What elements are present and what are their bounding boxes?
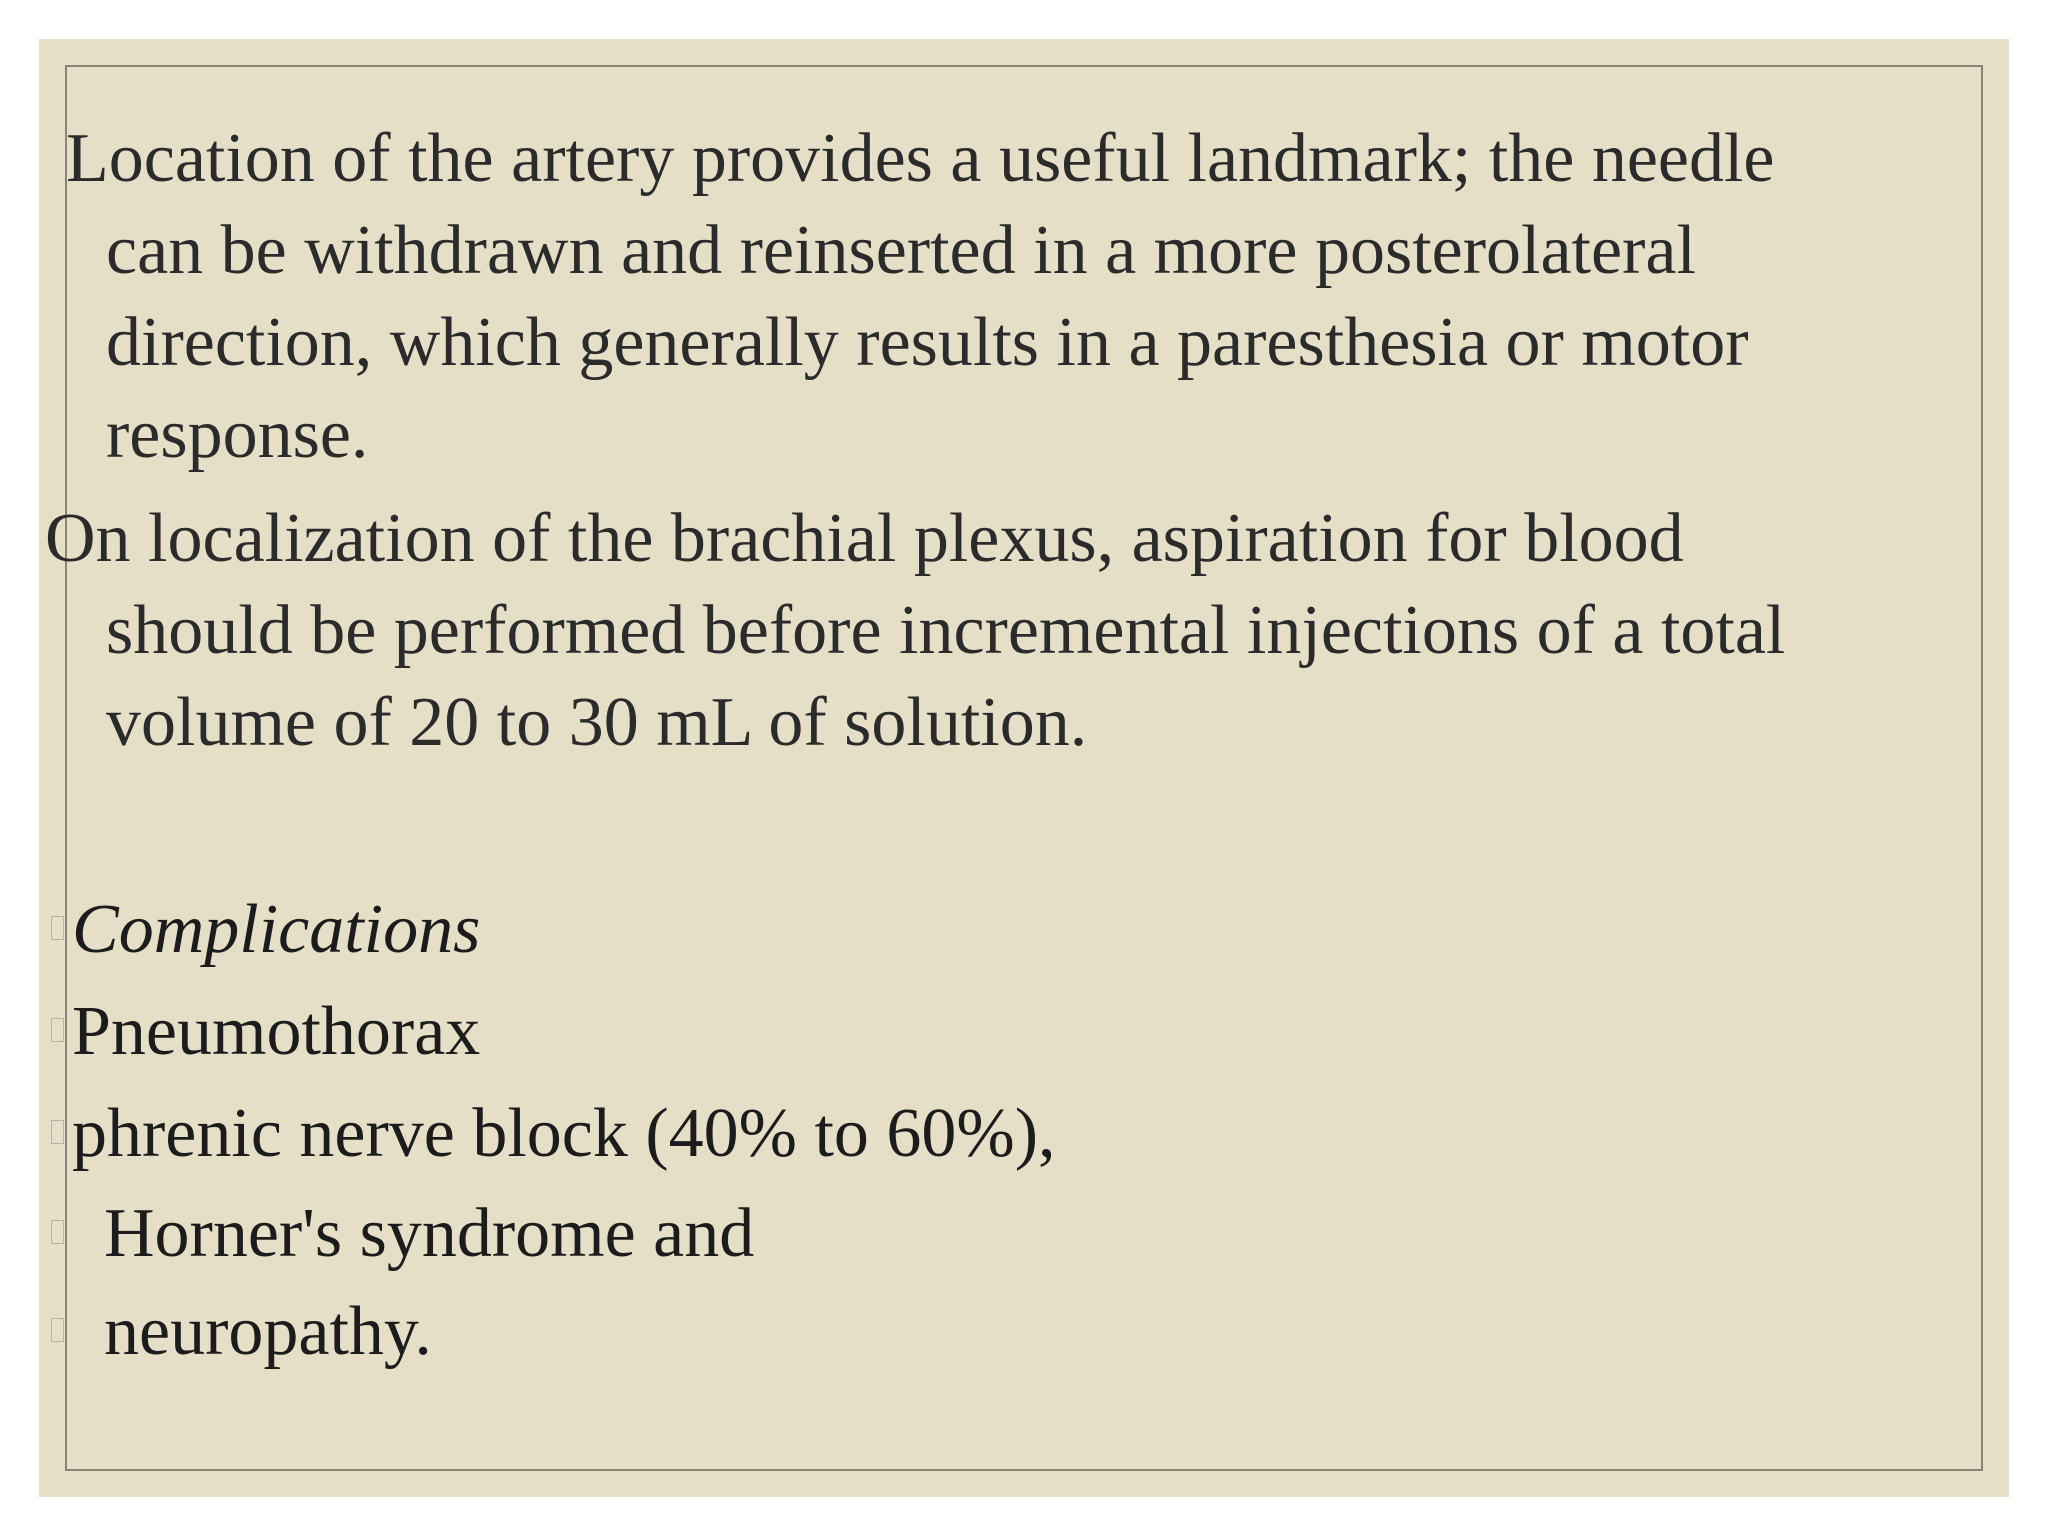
list-item-text: Horner's syndrome and [104, 1195, 755, 1272]
list-item [51, 1185, 1056, 1283]
paragraph-line: On localization of the brachial plexus, aspiration for blood [45, 500, 1684, 577]
paragraph-localization [45, 493, 1785, 769]
square-bullet-icon [51, 1220, 64, 1244]
complications-heading: Complications [72, 891, 481, 968]
paragraph-line: direction, which generally results in a paresthesia or motor [106, 304, 1749, 381]
list-item [51, 879, 1056, 981]
square-bullet-icon [51, 1318, 64, 1342]
square-bullet-icon [51, 1018, 64, 1042]
paragraph-line: Location of the artery provides a useful landmark; the needle [66, 120, 1775, 197]
paragraph-artery-landmark [66, 113, 1775, 481]
paragraph-line: response. [106, 396, 369, 473]
paragraph-line: volume of 20 to 30 mL of solution. [106, 684, 1088, 761]
complications-list [51, 879, 1056, 1381]
square-bullet-icon [51, 916, 64, 940]
list-item [51, 1083, 1056, 1185]
paragraph-line: should be performed before incremental injections of a total [106, 592, 1786, 669]
square-bullet-icon [51, 1120, 64, 1144]
list-item-text: Pneumothorax [72, 993, 481, 1070]
list-item [51, 981, 1056, 1083]
list-item [51, 1283, 1056, 1381]
paragraph-line: can be withdrawn and reinserted in a more posterolateral [106, 212, 1696, 289]
list-item-text: neuropathy. [104, 1293, 432, 1370]
list-item-text: phrenic nerve block (40% to 60%), [72, 1095, 1056, 1172]
slide [39, 39, 2009, 1497]
